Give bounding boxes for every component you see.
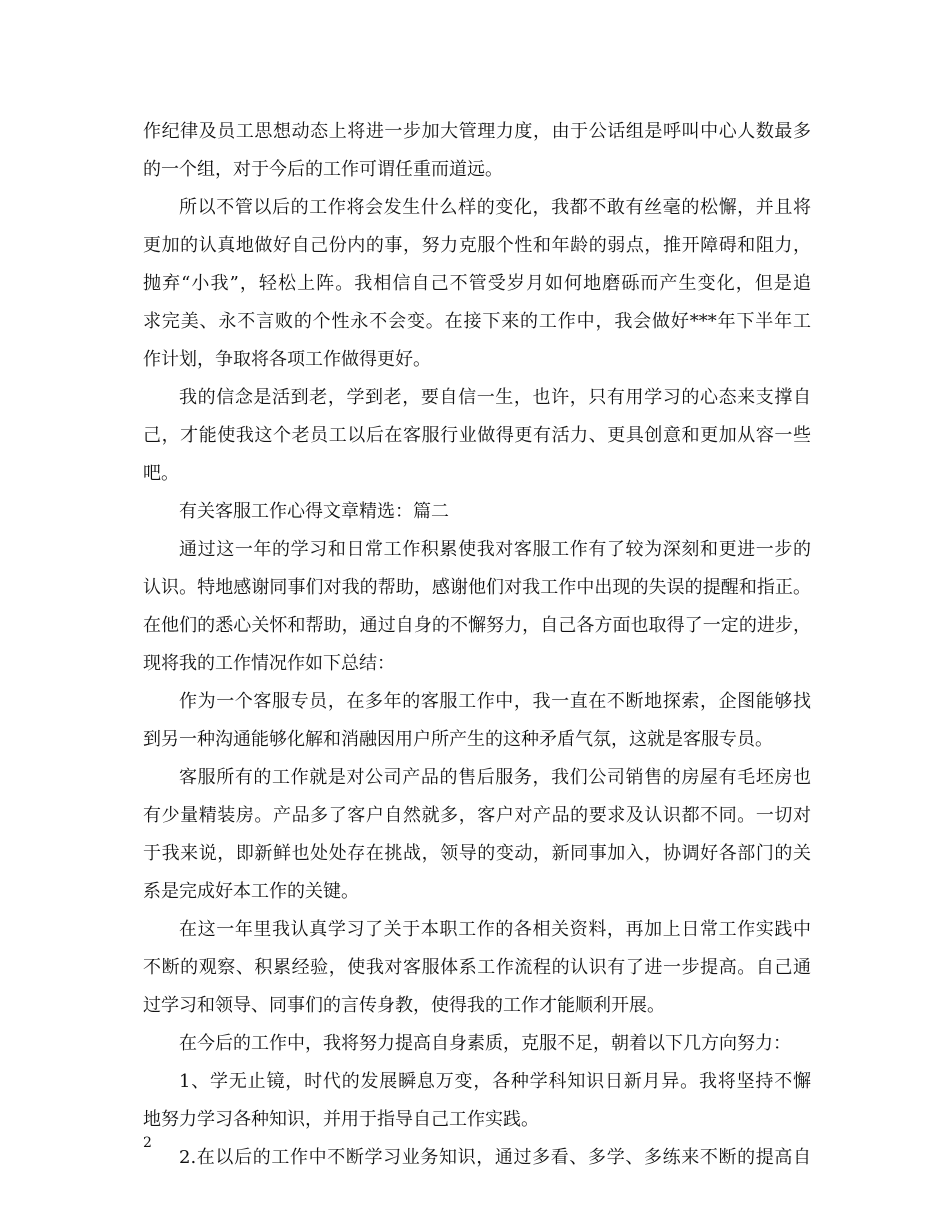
list-item: 1、学无止镜，时代的发展瞬息万变，各种学科知识日新月异。我将坚持不懈 xyxy=(179,1071,811,1092)
paragraph-first-line: 所以不管以后的工作将会发生什么样的变化，我都不敢有丝毫的松懈，并且将 xyxy=(179,197,811,218)
page-number: 2 xyxy=(143,1135,152,1151)
text-line: 不断的观察、积累经验，使我对客服体系工作流程的认识有了进一步提高。自己通 xyxy=(143,957,811,978)
paragraph-first-line: 通过这一年的学习和日常工作积累使我对客服工作有了较为深刻和更进一步的 xyxy=(179,539,811,560)
section-heading: 有关客服工作心得文章精选：篇二 xyxy=(179,501,449,522)
text-line: 到另一种沟通能够化解和消融因用户所产生的这种矛盾气氛，这就是客服专员。 xyxy=(143,729,773,750)
list-item: 2.在以后的工作中不断学习业务知识，通过多看、多学、多练来不断的提高自 xyxy=(179,1147,811,1168)
text-line: 作纪律及员工思想动态上将进一步加大管理力度，由于公话组是呼叫中心人数最多 xyxy=(143,121,811,142)
text-line: 有少量精装房。产品多了客户自然就多，客户对产品的要求及认识都不同。一切对 xyxy=(143,805,811,826)
text-line: 己，才能使我这个老员工以后在客服行业做得更有活力、更具创意和更加从容一些 xyxy=(143,425,811,446)
text-line: 现将我的工作情况作如下总结： xyxy=(143,653,395,674)
text-line: 地努力学习各种知识，并用于指导自己工作实践。 xyxy=(143,1109,539,1130)
text-line: 系是完成好本工作的关键。 xyxy=(143,881,359,902)
paragraph-first-line: 在这一年里我认真学习了关于本职工作的各相关资料，再加上日常工作实践中 xyxy=(179,919,811,940)
text-line: 认识。特地感谢同事们对我的帮助，感谢他们对我工作中出现的失误的提醒和指正。 xyxy=(143,577,811,598)
paragraph-first-line: 客服所有的工作就是对公司产品的售后服务，我们公司销售的房屋有毛坯房也 xyxy=(179,767,811,788)
text-line: 更加的认真地做好自己份内的事，努力克服个性和年龄的弱点，推开障碍和阻力， xyxy=(143,235,811,256)
text-line: 过学习和领导、同事们的言传身教，使得我的工作才能顺利开展。 xyxy=(143,995,665,1016)
text-line: 在他们的悉心关怀和帮助，通过自身的不懈努力，自己各方面也取得了一定的进步， xyxy=(143,615,811,636)
text-line: 抛弃“小我”，轻松上阵。我相信自己不管受岁月如何地磨砾而产生变化，但是追 xyxy=(143,273,811,294)
paragraph-first-line: 我的信念是活到老，学到老，要自信一生，也许，只有用学习的心态来支撑自 xyxy=(179,387,811,408)
text-line: 求完美、永不言败的个性永不会变。在接下来的工作中，我会做好***年下半年工 xyxy=(143,311,811,332)
text-line: 的一个组，对于今后的工作可谓任重而道远。 xyxy=(143,159,503,180)
text-line: 吧。 xyxy=(143,463,179,484)
text-line: 作计划，争取将各项工作做得更好。 xyxy=(143,349,431,370)
document-body xyxy=(143,113,811,1177)
paragraph-first-line: 作为一个客服专员，在多年的客服工作中，我一直在不断地探索，企图能够找 xyxy=(179,691,811,712)
paragraph-first-line: 在今后的工作中，我将努力提高自身素质，克服不足，朝着以下几方向努力： xyxy=(179,1033,791,1054)
text-line: 于我来说，即新鲜也处处存在挑战，领导的变动，新同事加入，协调好各部门的关 xyxy=(143,843,811,864)
